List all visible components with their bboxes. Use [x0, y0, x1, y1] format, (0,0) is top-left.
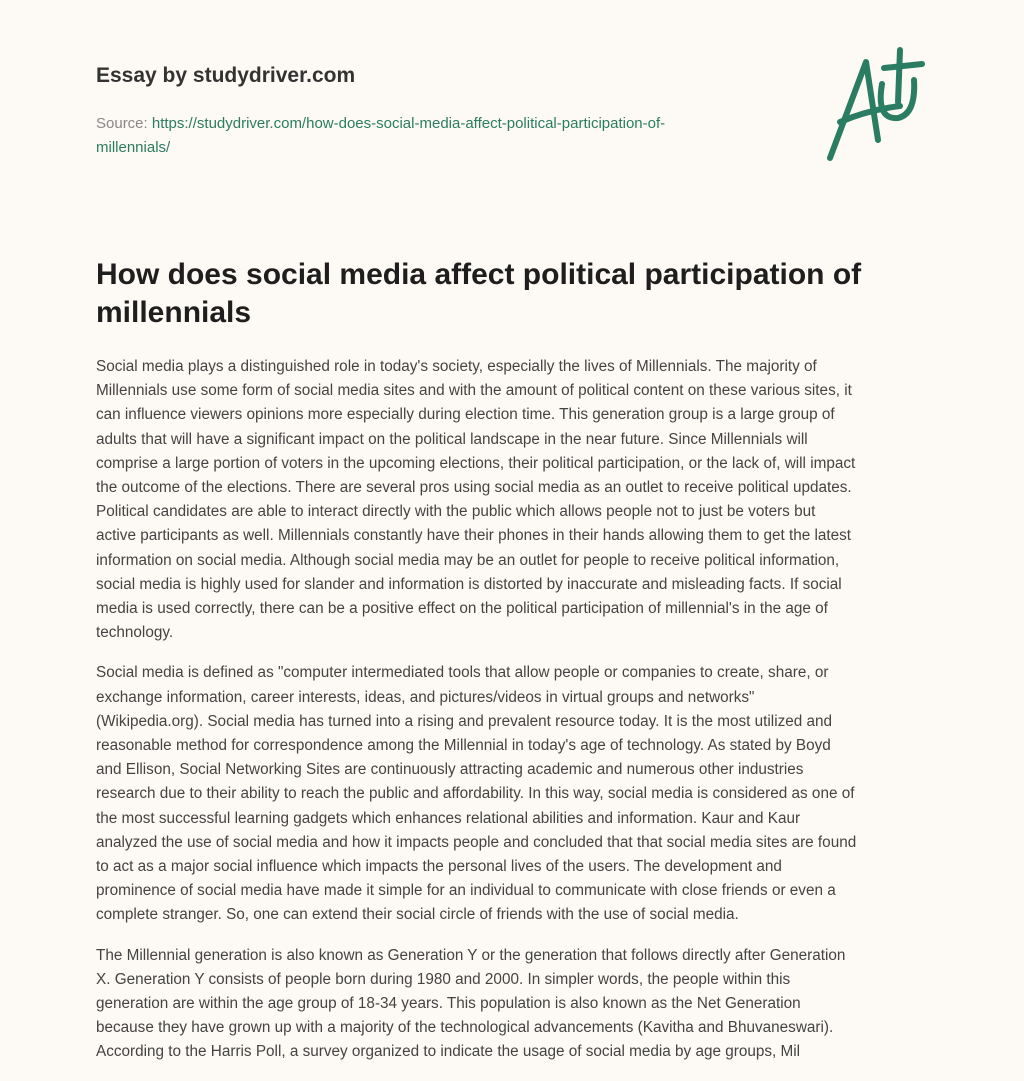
source-link-line: https://studydriver.com/how-does-social-media-affect-political-participation-of-: [151, 115, 666, 132]
paragraph-line: comprise a large portion of voters in the upcoming elections, their political participation, or the lack of, will impact: [96, 454, 856, 472]
paragraph-line: technology.: [96, 624, 174, 642]
paragraph-line: information on social media. Although social media may be an outlet for people to receive political information,: [96, 551, 840, 569]
paragraph-line: Social media is defined as "computer intermediated tools that allow people or companies to create, share, or: [96, 664, 829, 682]
site-title: Essay by studydriver.com: [96, 64, 356, 87]
source-link-line: millennials/: [96, 139, 171, 156]
title-line: How does social media affect political participation of: [96, 258, 862, 291]
paragraph-line: The Millennial generation is also known as Generation Y or the generation that follows directly after Generation: [96, 946, 846, 964]
paragraph-line: Millennials use some form of social media sites and with the amount of political content on these various sites, it: [96, 382, 852, 400]
paragraph-line: can influence viewers opinions more especially during election time. This generation group is a large group of: [96, 406, 835, 424]
paragraph-line: reasonable method for correspondence among the Millennial in today's age of technology. As stated by Boyd: [96, 737, 831, 755]
paragraph-line: exchange information, career interests, ideas, and pictures/videos in virtual groups and networks": [96, 688, 755, 706]
title-line: millennials: [96, 296, 252, 329]
paragraph-line: research due to their ability to reach the public and affordability. In this way, social media is considered as one of: [96, 785, 855, 803]
paragraph-line: social media is highly used for slander and information is distorted by inaccurate and misleading facts. If social: [96, 575, 842, 593]
paragraph: [96, 355, 936, 645]
paragraph-line: the outcome of the elections. There are several pros using social media as an outlet to receive political updates.: [96, 479, 852, 497]
paragraph-line: prominence of social media have made it simple for an individual to communicate with close friends or even a: [96, 882, 836, 900]
paragraph-line: Political candidates are able to interact directly with the public which allows people not to just be voters but: [96, 503, 816, 521]
paragraph-line: active participants as well. Millennials constantly have their phones in their hands allowing them to get the latest: [96, 527, 852, 545]
paragraph: [96, 661, 936, 927]
paragraph-line: complete stranger. So, one can extend their social circle of friends with the use of social media.: [96, 906, 739, 924]
paragraph-line: adults that will have a significant impact on the political landscape in the near future. Since Millennials will: [96, 430, 808, 448]
paragraph-line: to act as a major social influence which impacts the personal lives of the users. The development and: [96, 858, 782, 876]
paragraph-line: because they have grown up with a majority of the technological advancements (Kavitha and Bhuvaneswari).: [96, 1019, 834, 1037]
paragraph: [96, 944, 936, 1065]
article-body: [96, 355, 936, 1081]
paragraph-line: analyzed the use of social media and how it impacts people and concluded that that social media sites are found: [96, 833, 857, 851]
paragraph-line: and Ellison, Social Networking Sites are continuously attracting academic and numerous other industries: [96, 761, 804, 779]
article-title: [96, 256, 926, 332]
source-line: [96, 112, 665, 160]
source-label: Source:: [96, 115, 148, 132]
paragraph-line: According to the Harris Poll, a survey organized to indicate the usage of social media by age groups, Mil: [96, 1043, 801, 1061]
paragraph-line: Social media plays a distinguished role in today's society, especially the lives of Millennials. The majority of: [96, 358, 817, 375]
a-plus-logo-icon: [818, 40, 928, 165]
paragraph-line: (Wikipedia.org). Social media has turned into a rising and prevalent resource today. It is the most utilized and: [96, 712, 833, 730]
paragraph-line: the most successful learning gadgets which enhances relational abilities and information. Kaur and Kaur: [96, 809, 801, 827]
paragraph-line: media is used correctly, there can be a positive effect on the political participation of millennial's in the age of: [96, 600, 828, 618]
paragraph-line: generation are within the age group of 18-34 years. This population is also known as the Net Generation: [96, 995, 801, 1013]
paragraph-line: X. Generation Y consists of people born during 1980 and 2000. In simpler words, the people within this: [96, 970, 791, 988]
source-link[interactable]: [96, 115, 665, 156]
